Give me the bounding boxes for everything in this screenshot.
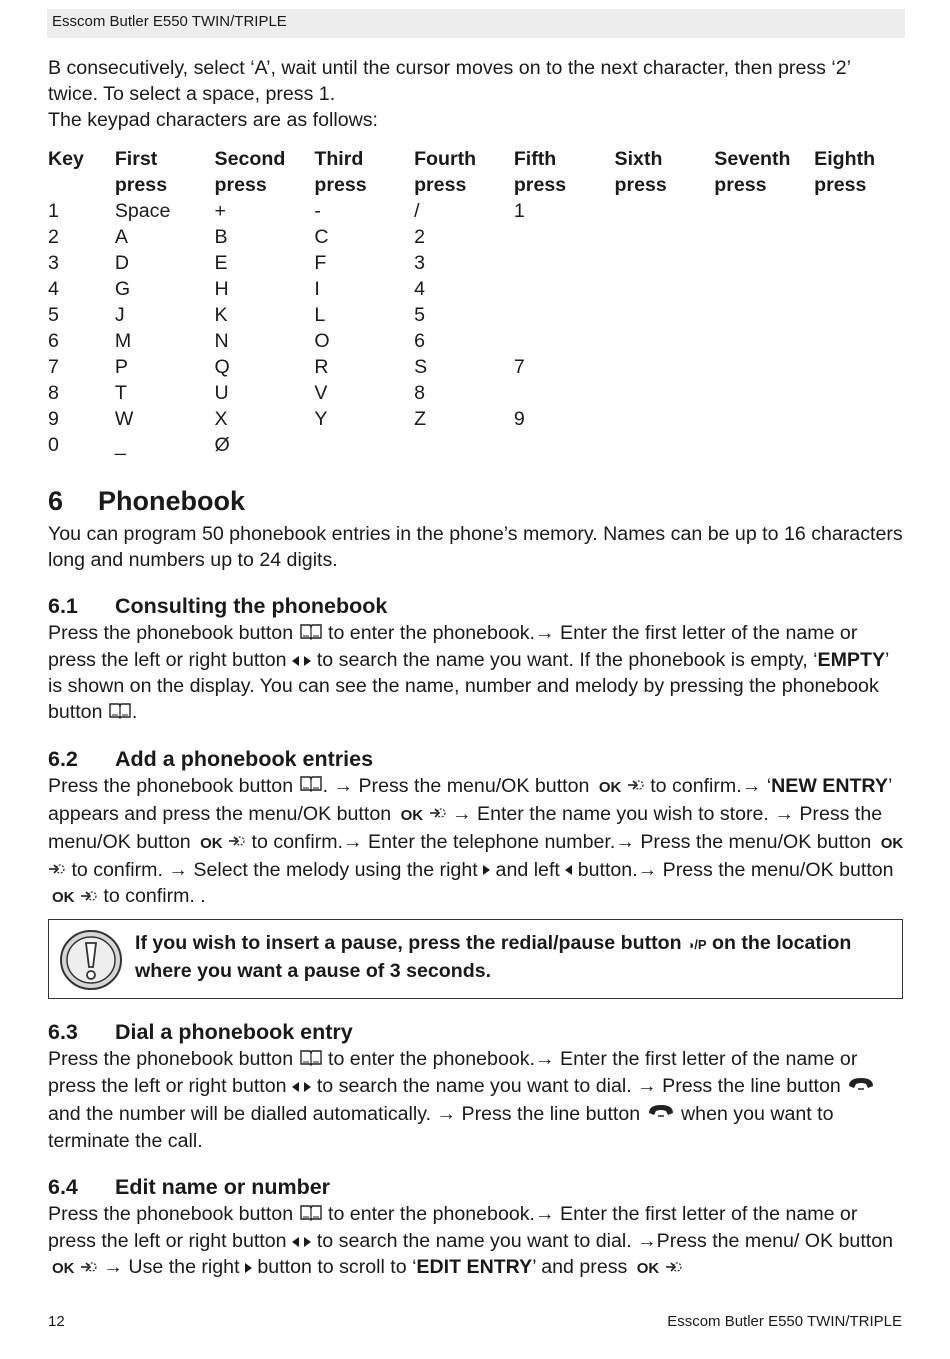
table-cell: 4 (48, 278, 59, 300)
text: to confirm. . (97, 885, 206, 908)
warning-text (135, 930, 895, 984)
section-title: Phonebook (98, 486, 245, 516)
column-header-sub: press (314, 174, 367, 196)
section-title: Add a phonebook entries (115, 746, 374, 771)
table-cell: 5 (48, 304, 59, 326)
confirm-icon (228, 829, 246, 855)
table-cell: 2 (48, 226, 59, 248)
table-cell: D (114, 252, 129, 274)
phonebook-icon (108, 700, 132, 726)
table-cell: P (114, 356, 128, 378)
table-cell (814, 224, 904, 250)
text: → Enter the name you wish to store. → Press the menu/OK button (48, 802, 883, 853)
table-cell (615, 302, 715, 328)
text: to search the name you want to dial. →Press the menu/ OK button (311, 1229, 894, 1252)
ok-label: OK (200, 834, 223, 852)
table-cell (714, 328, 814, 354)
table-cell: H (214, 278, 229, 300)
table-cell: S (414, 356, 428, 378)
column-header-sub: press (614, 174, 667, 196)
text: Press the phonebook button (48, 774, 299, 797)
column-header: Sixth (614, 148, 663, 170)
table-cell: 1 (513, 200, 525, 222)
table-cell: 6 (414, 330, 425, 352)
table-cell (714, 432, 814, 458)
text: ’ and press (532, 1255, 633, 1278)
table-cell (514, 302, 615, 328)
column-header-sub: press (214, 174, 267, 196)
column-header: Fifth (513, 148, 557, 170)
table-cell: 0 (48, 434, 59, 456)
warning-icon (59, 929, 123, 998)
table-cell: _ (114, 434, 126, 456)
table-cell: + (214, 200, 226, 222)
table-cell (615, 432, 715, 458)
text: EDIT ENTRY (416, 1255, 533, 1278)
table-cell (514, 328, 615, 354)
section-number: 6.1 (48, 594, 78, 618)
text: to enter the phonebook.→ Enter the first letter of the name or press the left or right button (48, 622, 858, 671)
table-cell (714, 276, 814, 302)
table-cell (814, 276, 904, 302)
section-number: 6.4 (48, 1174, 78, 1199)
column-header: Fourth (414, 148, 477, 170)
table-cell (814, 302, 904, 328)
text: Press the phonebook button (48, 622, 299, 644)
section-heading-6-3 (48, 1018, 904, 1046)
text: to search the name you want to dial. → Press the line button (311, 1075, 847, 1098)
section-heading-6 (48, 485, 904, 517)
table-row (48, 328, 904, 354)
table-cell: 8 (48, 382, 59, 404)
table-cell (814, 250, 904, 276)
table-row (48, 250, 904, 276)
table-cell (714, 406, 814, 432)
table-cell (314, 432, 414, 458)
table-cell (615, 250, 715, 276)
confirm-icon (627, 773, 645, 799)
table-row (48, 406, 904, 432)
table-cell (814, 432, 904, 458)
table-cell: K (214, 304, 228, 326)
keypad-table (48, 146, 904, 458)
column-header: Second (214, 148, 286, 170)
table-cell: 1 (48, 200, 59, 222)
text: to enter the phonebook.→ Enter the first letter of the name or press the left or right button (48, 1048, 858, 1098)
table-cell: Q (214, 356, 230, 378)
text: and the number will be dialled automatically. → Press the line button (48, 1102, 646, 1125)
table-cell (814, 380, 904, 406)
table-cell: 3 (48, 252, 59, 274)
section-title: Edit name or number (115, 1174, 331, 1199)
table-cell: 2 (414, 226, 425, 248)
column-header-sub (48, 172, 115, 198)
table-cell: 6 (48, 330, 59, 352)
text: ’ is shown on the display. You can see the name, number and melody by pressing the phonebook button (48, 648, 889, 723)
column-header: Key (48, 148, 84, 170)
table-cell: M (114, 330, 132, 352)
section-6-text: You can program 50 phonebook entries in the phone’s memory. Names can be up to 16 characters long and numbers up to 24 digits. (48, 523, 903, 571)
table-cell: 4 (414, 278, 425, 300)
table-cell: N (214, 330, 229, 352)
text: If you wish to insert a pause, press the redial/pause button (135, 932, 688, 955)
text: Press the phonebook button (48, 1202, 299, 1225)
confirm-icon (429, 801, 447, 827)
table-cell: 7 (513, 356, 525, 378)
table-cell: W (114, 408, 134, 430)
warning-box (48, 919, 903, 999)
table-cell (514, 224, 615, 250)
table-cell: Space (114, 200, 171, 222)
left-arrow-icon (292, 1237, 299, 1247)
ok-label: OK (636, 1259, 660, 1277)
column-header-sub: press (714, 174, 767, 196)
table-cell: 3 (414, 252, 425, 274)
ok-label: OK (880, 834, 904, 852)
table-cell (514, 276, 615, 302)
text: . (131, 700, 138, 723)
table-cell: 7 (48, 356, 59, 378)
phonebook-icon (299, 1047, 323, 1073)
section-6-2-text (48, 773, 904, 912)
page-header (47, 9, 905, 38)
section-title: Dial a phonebook entry (115, 1020, 353, 1045)
section-6-3-text (48, 1046, 904, 1153)
section-heading-6-1 (48, 592, 904, 620)
left-arrow-icon (292, 656, 299, 666)
text: → Use the right (97, 1255, 245, 1278)
text: button.→ Press the menu/OK button (572, 858, 894, 881)
page-number: 12 (48, 1313, 65, 1330)
text: to search the name you want. If the phonebook is empty, ‘ (311, 648, 818, 671)
table-row (48, 432, 904, 458)
table-cell: F (314, 252, 327, 274)
column-header-sub: press (114, 174, 168, 196)
text: button to scroll to ‘ (251, 1255, 417, 1278)
table-row (48, 198, 904, 224)
line-phone-icon (846, 1074, 876, 1101)
table-row (48, 224, 904, 250)
table-cell: V (314, 382, 328, 404)
column-header-sub: press (414, 174, 467, 196)
section-number: 6 (48, 486, 64, 516)
table-cell (615, 354, 715, 380)
table-cell (814, 198, 904, 224)
left-arrow-icon (292, 1082, 299, 1092)
intro-text-2: The keypad characters are as follows: (48, 109, 378, 131)
column-header: First (114, 148, 158, 170)
text: to enter the phonebook.→ Enter the first letter of the name or press the left or right button (48, 1202, 858, 1252)
confirm-icon (48, 857, 66, 883)
text: EMPTY (817, 648, 886, 671)
table-row (48, 354, 904, 380)
table-row (48, 380, 904, 406)
confirm-icon (80, 884, 98, 910)
section-6-4-text (48, 1201, 904, 1282)
section-heading-6-4 (48, 1173, 904, 1201)
column-header-sub: press (814, 174, 867, 196)
text: /P (694, 937, 707, 953)
table-cell (814, 328, 904, 354)
column-header: Seventh (714, 148, 791, 170)
table-cell (615, 380, 715, 406)
table-row (48, 276, 904, 302)
text: on the location where you want a pause of 3 seconds. (135, 932, 852, 983)
section-6-1-text (48, 620, 904, 726)
table-cell: Ø (214, 434, 230, 456)
text: Press the phonebook button (48, 1048, 299, 1071)
ok-label: OK (52, 889, 75, 907)
table-cell: 8 (414, 382, 425, 404)
table-cell: E (214, 252, 228, 274)
table-cell: J (114, 304, 125, 326)
table-cell (514, 432, 615, 458)
table-cell (814, 406, 904, 432)
text: to confirm. → Select the melody using the right (66, 858, 484, 881)
phonebook-icon (299, 773, 323, 799)
table-cell (514, 250, 615, 276)
column-header-sub: press (513, 174, 567, 196)
table-cell (714, 302, 814, 328)
section-number: 6.3 (48, 1020, 78, 1045)
line-phone-icon (646, 1101, 676, 1128)
redial-pause-icon: ◑ (687, 938, 695, 953)
table-cell (615, 224, 715, 250)
text: ’ appears and press the menu/OK button (48, 774, 892, 825)
table-cell: - (314, 200, 321, 222)
ok-label: OK (598, 778, 622, 796)
ok-label: OK (52, 1259, 75, 1277)
table-cell (714, 224, 814, 250)
table-cell: G (114, 278, 131, 300)
text: . → Press the menu/OK button (322, 774, 595, 797)
table-cell: I (314, 278, 320, 300)
table-cell: / (414, 200, 420, 222)
table-cell: 5 (414, 304, 425, 326)
footer-title: Esscom Butler E550 TWIN/TRIPLE (667, 1313, 902, 1330)
table-header-row (48, 146, 904, 172)
table-cell: T (114, 382, 127, 404)
phonebook-icon (299, 621, 323, 647)
table-cell (615, 276, 715, 302)
table-cell: 9 (48, 408, 59, 430)
confirm-icon (80, 1255, 98, 1281)
table-cell: L (314, 304, 326, 326)
ok-label: OK (400, 806, 424, 824)
section-number: 6.2 (48, 746, 78, 771)
section-title: Consulting the phonebook (115, 594, 388, 618)
table-cell: U (214, 382, 229, 404)
table-cell: Z (414, 408, 427, 430)
table-cell: C (314, 226, 329, 248)
table-cell (414, 432, 514, 458)
text: NEW ENTRY (771, 774, 888, 797)
phonebook-icon (299, 1202, 323, 1228)
text: to confirm.→ ‘ (644, 774, 772, 797)
table-cell (615, 198, 715, 224)
table-cell: X (214, 408, 228, 430)
table-cell: B (214, 226, 228, 248)
column-header: Third (314, 148, 364, 170)
column-header: Eighth (814, 148, 876, 170)
confirm-icon (665, 1255, 683, 1281)
table-cell (514, 380, 615, 406)
table-cell: A (114, 226, 128, 248)
intro-text: B consecutively, select ‘A’, wait until the cursor moves on to the next character, then press ‘2’ twice. To select a space, press 1. (48, 57, 851, 105)
table-cell: 9 (513, 408, 525, 430)
table-cell (814, 354, 904, 380)
right-arrow-icon (245, 1263, 252, 1273)
table-header-row (48, 172, 904, 198)
text: to confirm.→ Enter the telephone number.→ Press the menu/OK button (246, 830, 877, 853)
table-cell: Y (314, 408, 328, 430)
table-cell: R (314, 356, 329, 378)
page-content (48, 55, 904, 1282)
table-cell (714, 198, 814, 224)
text: when you want to terminate the call. (48, 1102, 834, 1152)
table-cell (615, 406, 715, 432)
text: and left (490, 858, 566, 881)
table-row (48, 302, 904, 328)
header-title: Esscom Butler E550 TWIN/TRIPLE (52, 13, 287, 30)
table-cell: O (314, 330, 330, 352)
table-cell (714, 380, 814, 406)
section-heading-6-2 (48, 745, 904, 773)
table-cell (714, 354, 814, 380)
table-cell (714, 250, 814, 276)
table-cell (615, 328, 715, 354)
